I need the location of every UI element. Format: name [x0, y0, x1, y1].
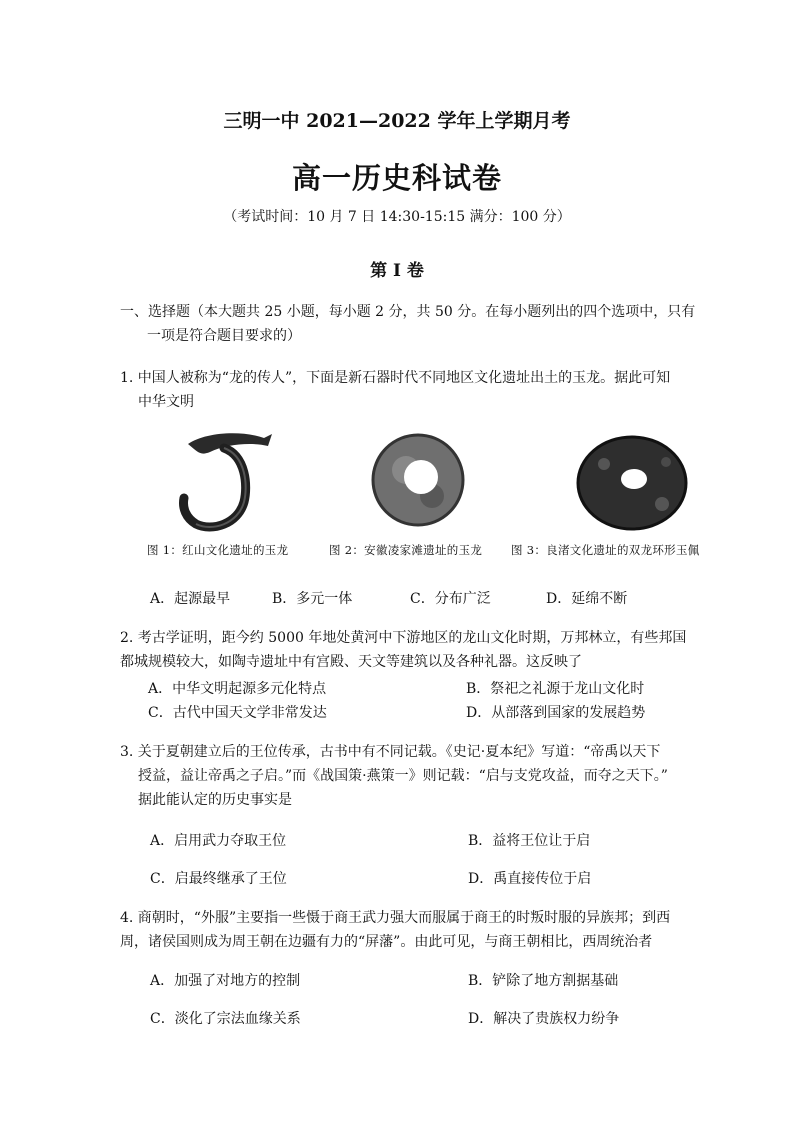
section-instruction-line1: 一、选择题（本大题共 25 小题，每小题 2 分，共 50 分。在每小题列出的四个选项中，只有 — [120, 304, 696, 320]
figure-3-caption: 图 3：良渚文化遗址的双龙环形玉佩 — [511, 543, 700, 557]
question-3-option-a[interactable]: A．启用武力夺取王位 — [150, 833, 287, 849]
question-3-option-c[interactable]: C．启最终继承了王位 — [150, 871, 287, 887]
jade-dragon-c-shape-icon — [160, 426, 280, 534]
question-4-option-c[interactable]: C．淡化了宗法血缘关系 — [150, 1011, 301, 1027]
school-exam-title: 三明一中 2021—2022 学年上学期月考 — [223, 110, 571, 132]
question-4-option-b[interactable]: B．铲除了地方割据基础 — [468, 973, 619, 989]
question-3-stem-line3: 据此能认定的历史事实是 — [138, 792, 292, 808]
jade-dragon-ring-icon — [368, 430, 468, 530]
question-1-stem-line2: 中华文明 — [138, 394, 194, 410]
question-3-stem-line1: 3. 关于夏朝建立后的王位传承，古书中有不同记载。《史记·夏本纪》写道：“帝禹以天下 — [120, 744, 661, 760]
section-instruction-line2: 一项是符合题目要求的） — [147, 328, 301, 344]
question-2-option-d[interactable]: D．从部落到国家的发展趋势 — [466, 705, 646, 721]
question-2-option-b[interactable]: B．祭祀之礼源于龙山文化时 — [466, 681, 645, 697]
question-4-stem-line1: 4. 商朝时，“外服”主要指一些慑于商王武力强大而服属于商王的时叛时服的异族邦；到西 — [120, 910, 671, 926]
exam-info: （考试时间：10 月 7 日 14:30-15:15 满分：100 分） — [223, 209, 571, 225]
volume-heading: 第 I 卷 — [370, 261, 424, 281]
question-1-option-a[interactable]: A．起源最早 — [150, 591, 231, 607]
figure-2-caption: 图 2：安徽凌家滩遗址的玉龙 — [329, 543, 483, 557]
question-1-stem-line1: 1. 中国人被称为“龙的传人”，下面是新石器时代不同地区文化遗址出土的玉龙。据此可知 — [120, 370, 671, 386]
question-1-option-d[interactable]: D．延绵不断 — [546, 591, 628, 607]
question-2-stem-line2: 都城规模较大，如陶寺遗址中有宫殿、天文等建筑以及各种礼器。这反映了 — [120, 654, 582, 670]
question-3-stem-line2: 授益，益让帝禹之子启。”而《战国策·燕策一》则记载：“启与支党攻益，而夺之天下。” — [138, 768, 668, 784]
question-3-option-b[interactable]: B．益将王位让于启 — [468, 833, 591, 849]
subject-title: 高一历史科试卷 — [291, 161, 502, 195]
question-4-stem-line2: 周，诸侯国则成为周王朝在边疆有力的“屏藩”。由此可见，与商王朝相比，西周统治者 — [120, 934, 653, 950]
question-4-option-d[interactable]: D．解决了贵族权力纷争 — [468, 1011, 620, 1027]
question-1-option-c[interactable]: C．分布广泛 — [410, 591, 491, 607]
question-1-option-b[interactable]: B．多元一体 — [272, 591, 353, 607]
question-2-option-a[interactable]: A．中华文明起源多元化特点 — [148, 681, 327, 697]
question-2-stem-line1: 2. 考古学证明，距今约 5000 年地处黄河中下游地区的龙山文化时期，万邦林立，有些邦国 — [120, 630, 687, 646]
figure-1-caption: 图 1：红山文化遗址的玉龙 — [147, 543, 289, 557]
question-4-option-a[interactable]: A．加强了对地方的控制 — [150, 973, 301, 989]
question-3-option-d[interactable]: D．禹直接传位于启 — [468, 871, 592, 887]
jade-double-dragon-ring-pendant-icon — [574, 434, 690, 532]
question-2-option-c[interactable]: C．古代中国天文学非常发达 — [148, 705, 327, 721]
